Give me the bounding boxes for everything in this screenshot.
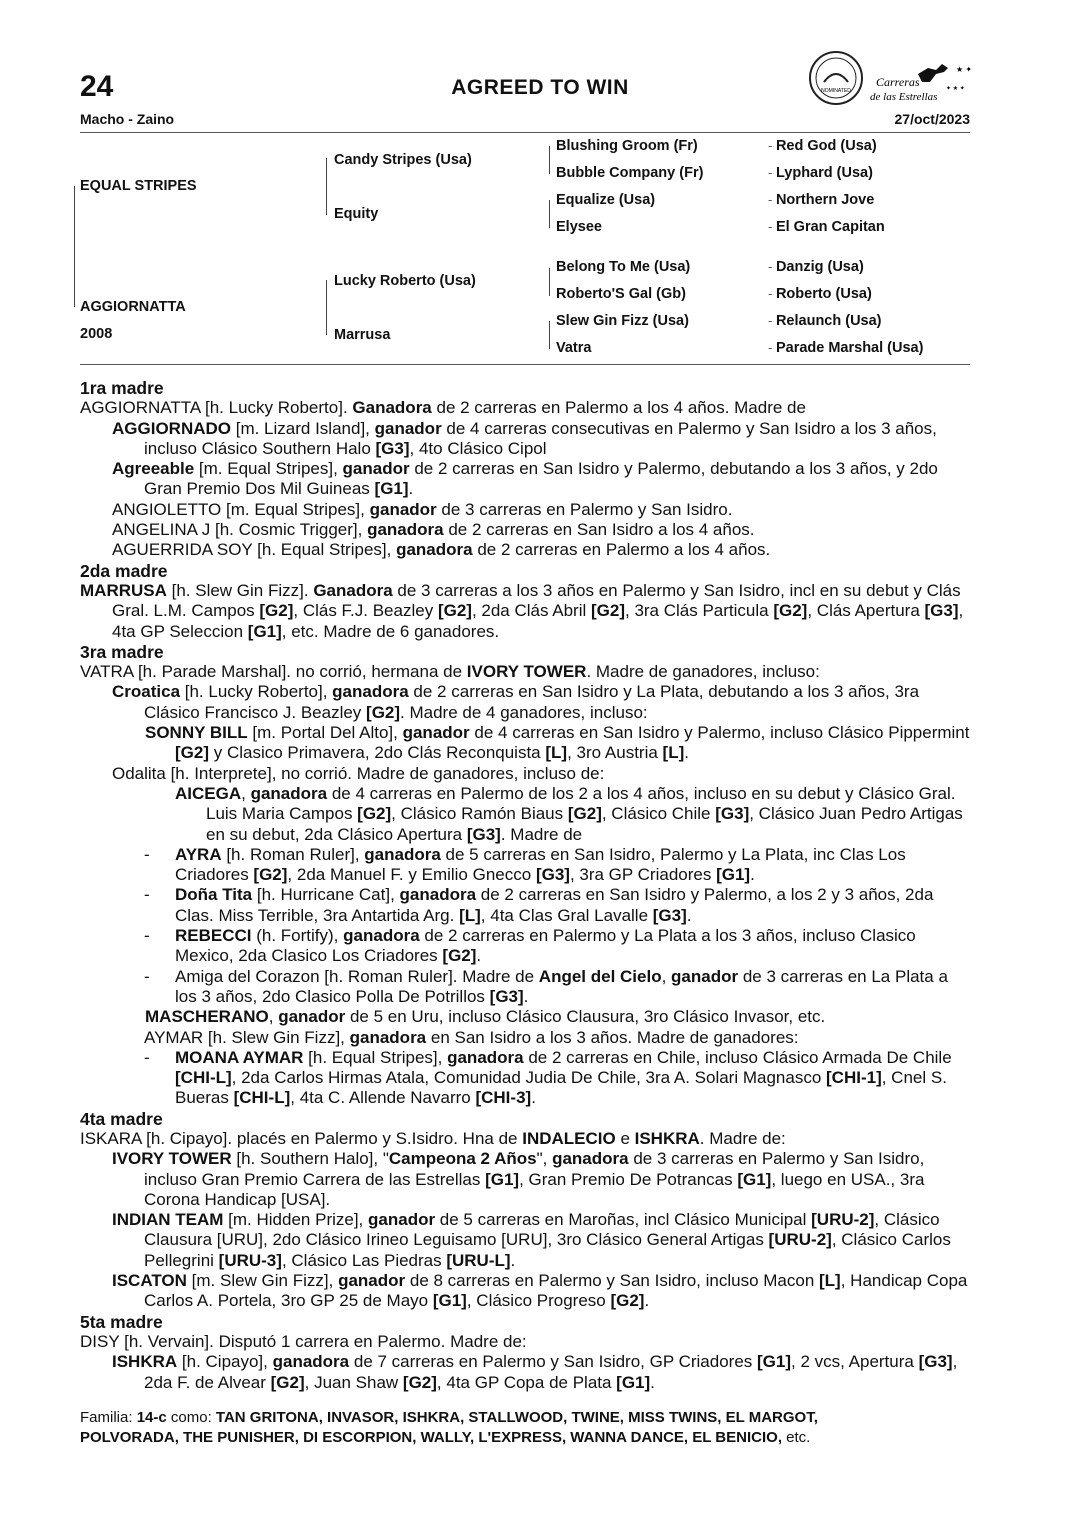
g4-1: Red God (Usa) <box>775 138 877 154</box>
produce-entry: - AYRA [h. Roman Ruler], ganadora de 5 carreras en San Isidro, Palermo y La Plata, inc Clas Los Criadores [G2], 2da Manuel F. y Emilio Gnecco [G3], 3ra GP Criadores [G1]. <box>144 844 906 885</box>
section-heading: 1ra madre <box>80 378 164 398</box>
family-label: Familia: <box>80 1409 133 1426</box>
produce-entry: SONNY BILL [m. Portal Del Alto], ganador de 4 carreras en San Isidro y Palermo, incluso Clásico Pippermint [G2] y Clasico Primavera, 2do Clás Reconquista [L], 3ro Austria [L]. <box>145 723 970 763</box>
produce-entry: Croatica [h. Lucky Roberto], ganadora de 2 carreras en San Isidro y La Plata, debutando a los 3 años, 3ra Clásico Francisco J. Beazley [G2]. Madre de 4 ganadores, incluso: <box>112 682 920 722</box>
section-heading: 5ta madre <box>80 1311 163 1332</box>
g4-6: Roberto (Usa) <box>775 286 872 302</box>
family-como: como: <box>170 1409 212 1426</box>
g2-1: Candy Stripes (Usa) <box>334 152 472 168</box>
section-heading: 2da madre <box>80 560 168 581</box>
breeders-cup-logo <box>806 48 976 110</box>
g4-8: Parade Marshal (Usa) <box>775 340 924 356</box>
g3-2: Bubble Company (Fr) <box>556 165 704 181</box>
produce-entry: AYMAR [h. Slew Gin Fizz], ganadora en San Isidro a los 3 años. Madre de ganadores: <box>144 1027 799 1047</box>
produce-entry: AICEGA, ganadora de 4 carreras en Palermo de los 2 a los 4 años, incluso en su debut y Clásico Gral. Luis Maria Campos [G2], Clásico Ramón Biaus [G2], Clásico Chile [G3], Clásico Juan Pedro Artigas en su debut, 2da Clásico Apertura [G3]. Madre de <box>175 783 963 844</box>
g2-3: Lucky Roberto (Usa) <box>334 273 476 289</box>
section-heading: 4ta madre <box>80 1108 163 1129</box>
family-names-2: POLVORADA, THE PUNISHER, DI ESCORPION, WALLY, L'EXPRESS, WANNA DANCE, EL BENICIO, <box>80 1429 782 1446</box>
g4-2: Lyphard (Usa) <box>775 165 873 181</box>
g3-4: Elysee <box>556 219 602 235</box>
svg-text:Carreras: Carreras <box>876 75 920 89</box>
produce-entry: MASCHERANO, ganador de 5 en Uru, incluso Clásico Clausura, 3ro Clásico Invasor, etc. <box>145 1007 826 1027</box>
top-rule <box>80 132 970 133</box>
produce-entry: ANGIOLETTO [m. Equal Stripes], ganador de 3 carreras en Palermo y San Isidro. <box>112 499 733 519</box>
dam-paragraph: MARRUSA [h. Slew Gin Fizz]. Ganadora de 3 carreras a los 3 años en Palermo y San Isidro, incl en su debut y Clás Gral. L.M. Campos [G2], Clás F.J. Beazley [G2], 2da Clás Abril [G2], 3ra Clás Particula [G2], Clás Apertura [G3], 4ta GP Seleccion [G1], etc. Madre de 6 ganadores. <box>80 580 964 641</box>
produce-entry: AGUERRIDA SOY [h. Equal Stripes], ganadora de 2 carreras en Palermo a los 4 años. <box>112 540 771 560</box>
produce-entry: - Amiga del Corazon [h. Roman Ruler]. Madre de Angel del Cielo, ganador de 3 carreras en La Plata a los 3 años, 2do Clasico Polla De Potrillos [G3]. <box>144 966 948 1006</box>
produce-entry: - Doña Tita [h. Hurricane Cat], ganadora de 2 carreras en San Isidro y Palermo, a los 2 y 3 años, 2da Clas. Miss Terrible, 3ra Antartida Arg. [L], 4ta Clas Gral Lavalle [G3]. <box>144 885 934 925</box>
g4-7: Relaunch (Usa) <box>775 313 882 329</box>
produce-entry: ISCATON [m. Slew Gin Fizz], ganador de 8 carreras en Palermo y San Isidro, incluso Macon [L], Handicap Copa Carlos A. Portela, 3ro GP 25 de Mayo [G1], Clásico Progreso [G2]. <box>112 1271 968 1311</box>
family-names-1: TAN GRITONA, INVASOR, ISHKRA, STALLWOOD, TWINE, MISS TWINS, EL MARGOT, <box>215 1409 818 1426</box>
g2-4: Marrusa <box>334 327 391 343</box>
g2-2: Equity <box>334 206 379 222</box>
dam: AGGIORNATTA <box>80 299 186 315</box>
sex-color: Macho - Zaino <box>80 111 175 127</box>
dam-paragraph: ISKARA [h. Cipayo]. placés en Palermo y S.Isidro. Hna de INDALECIO e ISHKRA. Madre de: <box>80 1128 786 1148</box>
g3-8: Vatra <box>556 340 592 356</box>
g4-3: Northern Jove <box>775 192 875 208</box>
dam-produce-record <box>80 378 970 1393</box>
badge-text: NOMINATED <box>821 88 851 94</box>
produce-entry: - REBECCI (h. Fortify), ganadora de 2 carreras en Palermo y La Plata a los 3 años, incluso Clasico Mexico, 2da Clasico Los Criadores [G2]. <box>144 926 916 966</box>
pedigree-rule <box>80 364 970 365</box>
produce-entry: INDIAN TEAM [m. Hidden Prize], ganador de 5 carreras en Maroñas, incl Clásico Municipal [URU-2], Clásico Clausura [URU], 2do Clásico Irineo Leguisamo [URU], 3ro Clásico General Artigas [URU-2], Clásico Carlos Pellegrini [URU-3], Clásico Las Piedras [URU-L]. <box>112 1210 951 1270</box>
family-number: 14-c <box>136 1409 167 1426</box>
g3-6: Roberto'S Gal (Gb) <box>556 286 686 302</box>
g4-4: El Gran Capitan <box>775 219 885 235</box>
g3-5: Belong To Me (Usa) <box>556 259 691 275</box>
svg-text:de las Estrellas: de las Estrellas <box>870 91 938 103</box>
produce-entry: ISHKRA [h. Cipayo], ganadora de 7 carreras en Palermo y San Isidro, GP Criadores [G1], 2 vcs, Apertura [G3], 2da F. de Alvear [G2], Juan Shaw [G2], 4ta GP Copa de Plata [G1]. <box>112 1352 958 1392</box>
dam-paragraph: VATRA [h. Parade Marshal]. no corrió, hermana de IVORY TOWER. Madre de ganadores, incluso: <box>80 662 820 682</box>
birth-year: 2008 <box>80 326 113 342</box>
dam-paragraph: DISY [h. Vervain]. Disputó 1 carrera en Palermo. Madre de: <box>80 1331 527 1351</box>
produce-entry: AGGIORNADO [m. Lizard Island], ganador de 4 carreras consecutivas en Palermo y San Isidro a los 3 años, incluso Clásico Southern Halo [G3], 4to Clásico Cipol <box>112 418 937 458</box>
g3-7: Slew Gin Fizz (Usa) <box>556 313 689 329</box>
g3-3: Equalize (Usa) <box>556 192 656 208</box>
section-heading: 3ra madre <box>80 641 164 662</box>
family-footer <box>80 1408 980 1448</box>
produce-entry: - MOANA AYMAR [h. Equal Stripes], ganadora de 2 carreras en Chile, incluso Clásico Armada De Chile [CHI-L], 2da Carlos Hirmas Atala, Comunidad Judia De Chile, 3ra A. Solari Magnasco [CHI-1], Cnel S. Bueras [CHI-L], 4ta C. Allende Navarro [CHI-3]. <box>144 1047 952 1108</box>
produce-entry: Odalita [h. Interprete], no corrió. Madre de ganadores, incluso de: <box>112 763 605 783</box>
lot-number: 24 <box>80 70 114 103</box>
report-date: 27/oct/2023 <box>894 111 970 127</box>
svg-text:✦ ★ ✦: ✦ ★ ✦ <box>946 86 965 92</box>
produce-entry: IVORY TOWER [h. Southern Halo], "Campeona 2 Años", ganadora de 3 carreras en Palermo y San Isidro, incluso Gran Premio Carrera de las Estrellas [G1], Gran Premio De Potrancas [G1], luego en USA., 3ra Corona Handicap [USA]. <box>112 1149 925 1209</box>
svg-text:★ ✦: ★ ✦ <box>956 65 973 74</box>
family-etc: etc. <box>786 1429 811 1446</box>
dam-paragraph: AGGIORNATTA [h. Lucky Roberto]. Ganadora de 2 carreras en Palermo a los 4 años. Madre de <box>80 398 806 418</box>
sire: EQUAL STRIPES <box>80 178 197 194</box>
g4-5: Danzig (Usa) <box>775 259 864 275</box>
horse-name: AGREED TO WIN <box>451 76 629 99</box>
g3-1: Blushing Groom (Fr) <box>556 138 698 154</box>
produce-entry: Agreeable [m. Equal Stripes], ganador de 2 carreras en San Isidro y Palermo, debutando a los 3 años, y 2do Gran Premio Dos Mil Guineas [G1]. <box>112 459 938 499</box>
produce-entry: ANGELINA J [h. Cosmic Trigger], ganadora de 2 carreras en San Isidro a los 4 años. <box>112 520 755 540</box>
